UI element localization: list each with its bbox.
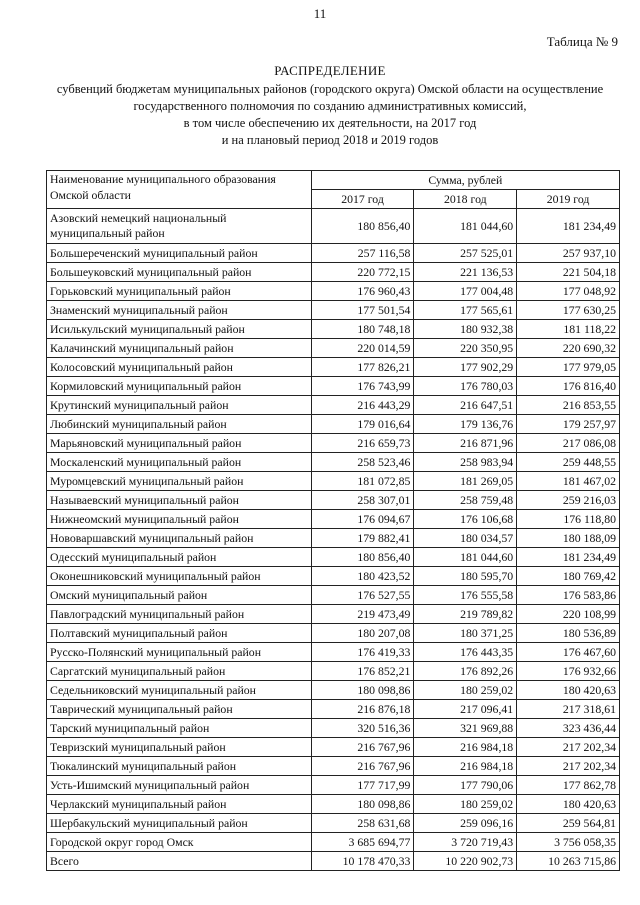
page-number: 11 [313, 6, 327, 21]
document-title [40, 62, 620, 149]
value-2019: 176 118,80 [517, 510, 620, 529]
value-2017: 257 116,58 [311, 244, 414, 263]
name-column-header: Наименование муниципального образования Омской области [47, 171, 312, 209]
table-row [47, 795, 620, 814]
value-2017: 181 072,85 [311, 472, 414, 491]
value-2018: 180 371,25 [414, 624, 517, 643]
value-2018: 258 759,48 [414, 491, 517, 510]
table-row [47, 681, 620, 700]
value-2019: 217 086,08 [517, 434, 620, 453]
value-2017: 176 527,55 [311, 586, 414, 605]
value-2019: 323 436,44 [517, 719, 620, 738]
value-2019: 259 448,55 [517, 453, 620, 472]
row-name: Павлоградский муниципальный район [47, 605, 312, 624]
row-name: Большеуковский муниципальный район [47, 263, 312, 282]
row-name: Русско-Полянский муниципальный район [47, 643, 312, 662]
value-2018: 179 136,76 [414, 415, 517, 434]
table-row [47, 209, 620, 244]
value-2019: 181 234,49 [517, 548, 620, 567]
value-2017: 216 767,96 [311, 757, 414, 776]
value-2019: 181 467,02 [517, 472, 620, 491]
row-name: Шербакульский муниципальный район [47, 814, 312, 833]
table-row [47, 529, 620, 548]
value-2019: 180 420,63 [517, 681, 620, 700]
value-2018: 216 871,96 [414, 434, 517, 453]
value-2017: 176 419,33 [311, 643, 414, 662]
value-2018: 181 044,60 [414, 548, 517, 567]
value-2019: 257 937,10 [517, 244, 620, 263]
row-name: Одесский муниципальный район [47, 548, 312, 567]
title-line: государственного полномочия по созданию административных комиссий, [133, 99, 527, 113]
table-row [47, 662, 620, 681]
value-2017: 216 876,18 [311, 700, 414, 719]
value-2018: 216 647,51 [414, 396, 517, 415]
table-row [47, 396, 620, 415]
row-name: Черлакский муниципальный район [47, 795, 312, 814]
row-name: Нововаршавский муниципальный район [47, 529, 312, 548]
value-2019: 181 234,49 [517, 209, 620, 244]
table-row [47, 738, 620, 757]
value-2019: 180 769,42 [517, 567, 620, 586]
value-2017: 219 473,49 [311, 605, 414, 624]
table-row [47, 282, 620, 301]
table-body [47, 209, 620, 871]
value-2019: 176 932,66 [517, 662, 620, 681]
value-2018: 181 269,05 [414, 472, 517, 491]
table-row [47, 567, 620, 586]
table-row [47, 434, 620, 453]
row-name: Таврический муниципальный район [47, 700, 312, 719]
table-row [47, 814, 620, 833]
value-2018: 180 259,02 [414, 795, 517, 814]
value-2019: 180 420,63 [517, 795, 620, 814]
value-2018: 216 984,18 [414, 757, 517, 776]
row-name: Полтавский муниципальный район [47, 624, 312, 643]
value-2018: 258 983,94 [414, 453, 517, 472]
value-2019: 177 979,05 [517, 358, 620, 377]
value-2018: 220 350,95 [414, 339, 517, 358]
value-2018: 180 932,38 [414, 320, 517, 339]
value-2018: 176 106,68 [414, 510, 517, 529]
value-2017: 176 960,43 [311, 282, 414, 301]
value-2018: 177 790,06 [414, 776, 517, 795]
table-row [47, 643, 620, 662]
value-2017: 220 772,15 [311, 263, 414, 282]
title-line: в том числе обеспечению их деятельности, на 2017 год [183, 116, 477, 130]
row-name: Саргатский муниципальный район [47, 662, 312, 681]
value-2019: 179 257,97 [517, 415, 620, 434]
row-name: Седельниковский муниципальный район [47, 681, 312, 700]
title-line: субвенций бюджетам муниципальных районов (городского округа) Омской области на осуществление [56, 82, 604, 96]
value-2019: 176 583,86 [517, 586, 620, 605]
value-2017: 220 014,59 [311, 339, 414, 358]
value-2019: 216 853,55 [517, 396, 620, 415]
row-name: Знаменский муниципальный район [47, 301, 312, 320]
table-row [47, 320, 620, 339]
row-name: Москаленский муниципальный район [47, 453, 312, 472]
value-2018: 217 096,41 [414, 700, 517, 719]
table-row [47, 263, 620, 282]
value-2019: 176 816,40 [517, 377, 620, 396]
value-2018: 181 044,60 [414, 209, 517, 244]
row-name: Крутинский муниципальный район [47, 396, 312, 415]
row-name: Тевризский муниципальный район [47, 738, 312, 757]
table-row [47, 605, 620, 624]
value-2017: 258 523,46 [311, 453, 414, 472]
value-2018: 177 902,29 [414, 358, 517, 377]
table-row [47, 339, 620, 358]
value-2019: 259 564,81 [517, 814, 620, 833]
value-2017: 216 443,29 [311, 396, 414, 415]
title-line: и на плановый период 2018 и 2019 годов [221, 133, 439, 147]
table-row [47, 358, 620, 377]
row-name: Омский муниципальный район [47, 586, 312, 605]
value-2017: 177 717,99 [311, 776, 414, 795]
value-2019: 221 504,18 [517, 263, 620, 282]
value-2019: 180 188,09 [517, 529, 620, 548]
value-2019: 220 108,99 [517, 605, 620, 624]
value-2018: 3 720 719,43 [414, 833, 517, 852]
row-name: Тарский муниципальный район [47, 719, 312, 738]
row-name: Исилькульский муниципальный район [47, 320, 312, 339]
value-2018: 180 595,70 [414, 567, 517, 586]
table-row [47, 586, 620, 605]
table-row [47, 415, 620, 434]
value-2018: 177 565,61 [414, 301, 517, 320]
row-name: Любинский муниципальный район [47, 415, 312, 434]
table-row [47, 377, 620, 396]
row-name: Усть-Ишимский муниципальный район [47, 776, 312, 795]
row-name: Калачинский муниципальный район [47, 339, 312, 358]
value-2017: 180 748,18 [311, 320, 414, 339]
table-row [47, 624, 620, 643]
value-2019: 180 536,89 [517, 624, 620, 643]
table-row [47, 510, 620, 529]
value-2018: 321 969,88 [414, 719, 517, 738]
value-2017: 216 767,96 [311, 738, 414, 757]
value-2019: 217 318,61 [517, 700, 620, 719]
row-name: Всего [47, 852, 312, 871]
table-row [47, 244, 620, 263]
value-2018: 221 136,53 [414, 263, 517, 282]
value-2017: 179 016,64 [311, 415, 414, 434]
value-2018: 10 220 902,73 [414, 852, 517, 871]
value-2019: 220 690,32 [517, 339, 620, 358]
row-name: Оконешниковский муниципальный район [47, 567, 312, 586]
row-name: Называевский муниципальный район [47, 491, 312, 510]
table-row [47, 833, 620, 852]
value-2017: 320 516,36 [311, 719, 414, 738]
value-2018: 257 525,01 [414, 244, 517, 263]
table-row [47, 548, 620, 567]
value-2019: 177 862,78 [517, 776, 620, 795]
value-2017: 258 631,68 [311, 814, 414, 833]
row-name: Тюкалинский муниципальный район [47, 757, 312, 776]
value-2017: 176 743,99 [311, 377, 414, 396]
value-2019: 181 118,22 [517, 320, 620, 339]
value-2018: 176 780,03 [414, 377, 517, 396]
value-2018: 176 892,26 [414, 662, 517, 681]
value-2017: 176 094,67 [311, 510, 414, 529]
value-2017: 180 098,86 [311, 795, 414, 814]
value-2019: 177 048,92 [517, 282, 620, 301]
value-2018: 180 259,02 [414, 681, 517, 700]
value-2017: 177 501,54 [311, 301, 414, 320]
value-2019: 176 467,60 [517, 643, 620, 662]
value-2017: 180 098,86 [311, 681, 414, 700]
value-2017: 216 659,73 [311, 434, 414, 453]
row-name: Азовский немецкий национальный муниципальный район [47, 209, 312, 244]
value-2018: 259 096,16 [414, 814, 517, 833]
value-2018: 180 034,57 [414, 529, 517, 548]
value-2017: 10 178 470,33 [311, 852, 414, 871]
total-row [47, 852, 620, 871]
value-2017: 180 423,52 [311, 567, 414, 586]
row-name: Кормиловский муниципальный район [47, 377, 312, 396]
value-2017: 177 826,21 [311, 358, 414, 377]
value-2017: 179 882,41 [311, 529, 414, 548]
value-2019: 217 202,34 [517, 738, 620, 757]
value-2017: 180 207,08 [311, 624, 414, 643]
value-2019: 10 263 715,86 [517, 852, 620, 871]
value-2018: 216 984,18 [414, 738, 517, 757]
year-header-2019: 2019 год [517, 190, 620, 209]
row-name: Большереченский муниципальный район [47, 244, 312, 263]
row-name: Марьяновский муниципальный район [47, 434, 312, 453]
value-2017: 258 307,01 [311, 491, 414, 510]
table-row [47, 776, 620, 795]
table-row [47, 491, 620, 510]
value-2017: 180 856,40 [311, 548, 414, 567]
value-2018: 176 555,58 [414, 586, 517, 605]
value-2018: 176 443,35 [414, 643, 517, 662]
value-2019: 177 630,25 [517, 301, 620, 320]
row-name: Муромцевский муниципальный район [47, 472, 312, 491]
table-row [47, 719, 620, 738]
value-2018: 177 004,48 [414, 282, 517, 301]
table-label: Таблица № 9 [546, 34, 618, 49]
table-row [47, 301, 620, 320]
year-header-2018: 2018 год [414, 190, 517, 209]
distribution-table [46, 170, 620, 871]
value-2018: 219 789,82 [414, 605, 517, 624]
value-2017: 3 685 694,77 [311, 833, 414, 852]
value-2019: 259 216,03 [517, 491, 620, 510]
table-row [47, 757, 620, 776]
row-name: Колосовский муниципальный район [47, 358, 312, 377]
value-2017: 180 856,40 [311, 209, 414, 244]
table-row [47, 453, 620, 472]
year-header-2017: 2017 год [311, 190, 414, 209]
row-name: Городской округ город Омск [47, 833, 312, 852]
main-title: РАСПРЕДЕЛЕНИЕ [274, 63, 386, 78]
sum-column-header: Сумма, рублей [311, 171, 619, 190]
row-name: Горьковский муниципальный район [47, 282, 312, 301]
table-row [47, 700, 620, 719]
table-row [47, 472, 620, 491]
value-2017: 176 852,21 [311, 662, 414, 681]
value-2019: 217 202,34 [517, 757, 620, 776]
row-name: Нижнеомский муниципальный район [47, 510, 312, 529]
value-2019: 3 756 058,35 [517, 833, 620, 852]
